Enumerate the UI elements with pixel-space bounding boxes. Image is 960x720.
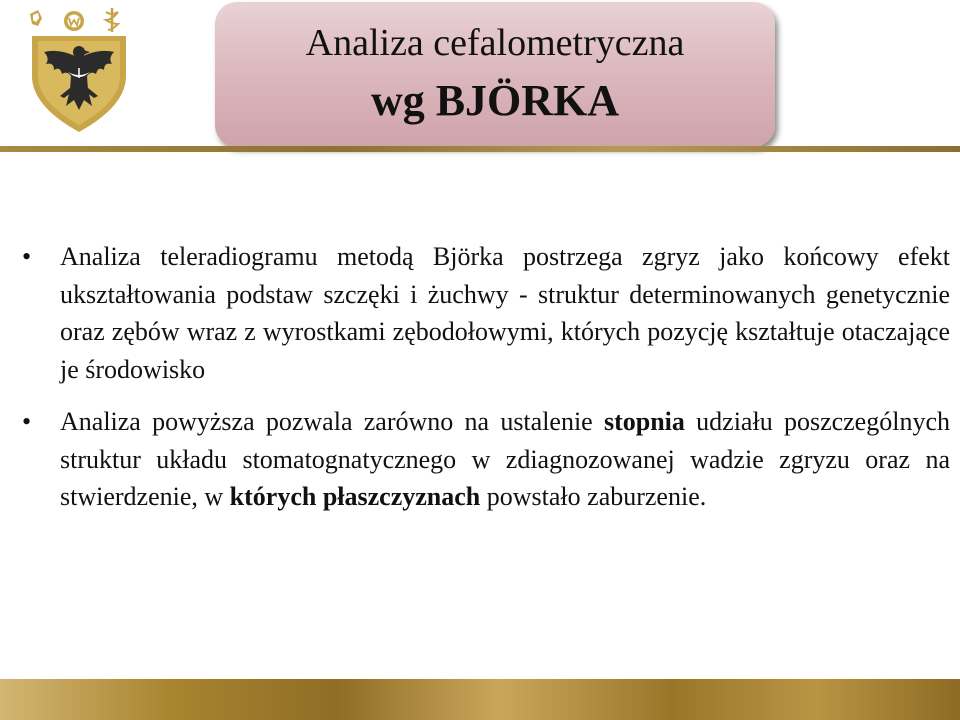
bullet-text-2-part3: powstało zaburzenie. bbox=[480, 482, 707, 511]
bullet-text-2-part2: udziału poszczególnych struktur układu stomatognatycznego w zdiagnozowanej wadzie zgryzu oraz na stwierdzenie, w bbox=[60, 407, 950, 511]
title-box bbox=[215, 2, 775, 147]
bullet-dot-icon: • bbox=[22, 407, 32, 436]
bullet-text-2-bold1: stopnia bbox=[603, 407, 685, 436]
title-line2: wg BJÖRKA bbox=[370, 76, 620, 125]
crest-top-symbols bbox=[30, 8, 118, 32]
header-divider bbox=[0, 146, 960, 152]
footer-band bbox=[0, 679, 960, 720]
bullet-text-2-part1: Analiza powyższa pozwala zarówno na ustalenie bbox=[60, 407, 604, 436]
university-crest-icon bbox=[24, 6, 134, 136]
content-area bbox=[18, 238, 950, 531]
bullet-dot-icon: • bbox=[22, 242, 32, 271]
bullet-text-2-bold2: których płaszczyznach bbox=[229, 482, 481, 511]
bullet-item-1 bbox=[18, 238, 950, 388]
bullet-text-1: Analiza teleradiogramu metodą Björka postrzega zgryz jako końcowy efekt ukształtowania podstaw szczęki i żuchwy - struktur determinowanych genetycznie oraz zębów wraz z wyrostkami zębodołowymi, których pozycję kształtuje otaczające je środowisko bbox=[60, 242, 950, 384]
title-line1: Analiza cefalometryczna bbox=[305, 22, 685, 64]
bullet-item-2 bbox=[18, 403, 950, 516]
